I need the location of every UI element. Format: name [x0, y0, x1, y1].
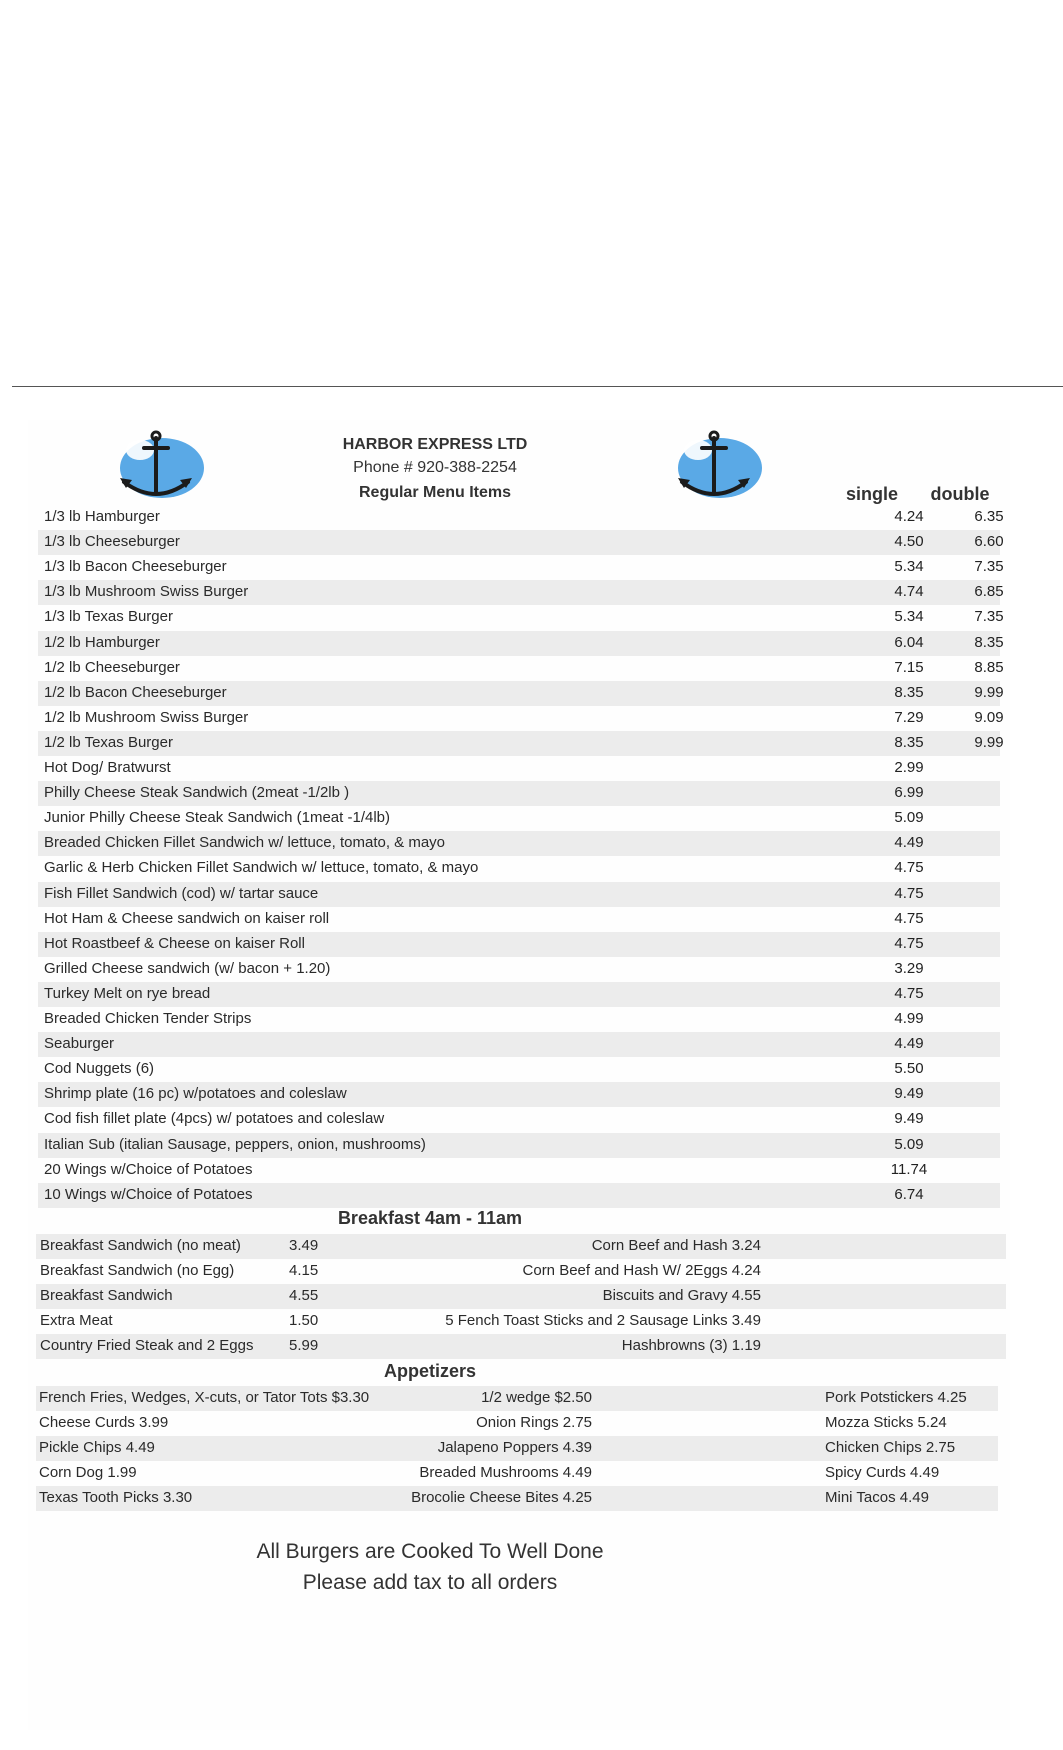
- single-price: 9.49: [894, 1085, 924, 1103]
- item-name: 1/2 lb Cheeseburger: [44, 658, 180, 676]
- item-name: Turkey Melt on rye bread: [44, 984, 211, 1002]
- item-name: Seaburger: [44, 1035, 115, 1053]
- single-column-header: single: [845, 484, 898, 504]
- item-name: 1/3 lb Texas Burger: [44, 608, 173, 626]
- breakfast-row: [36, 1259, 1006, 1284]
- footer-note-tax: Please add tax to all orders: [302, 1571, 558, 1594]
- item-name: 1/2 lb Hamburger: [44, 633, 160, 651]
- item-name: Shrimp plate (16 pc) w/potatoes and coleslaw: [44, 1085, 347, 1103]
- menu-row: [38, 555, 1004, 580]
- item-name: 1/2 lb Mushroom Swiss Burger: [44, 708, 249, 726]
- item-name: 1/3 lb Hamburger: [44, 508, 160, 525]
- appetizer-left: Pickle Chips 4.49: [39, 1439, 155, 1456]
- item-name: 1/2 lb Texas Burger: [44, 733, 173, 751]
- appetizer-middle: Brocolie Cheese Bites 4.25: [411, 1489, 592, 1506]
- menu-row: [38, 1107, 1000, 1132]
- double-price: 7.35: [974, 558, 1004, 576]
- breakfast-item-right: Hashbrowns (3) 1.19: [621, 1337, 761, 1354]
- single-price: 6.74: [894, 1185, 924, 1203]
- menu-row: [38, 1057, 1000, 1082]
- breakfast-item-right: Corn Beef and Hash 3.24: [591, 1237, 761, 1254]
- menu-row: [38, 831, 1000, 856]
- menu-row: [38, 1183, 1000, 1208]
- breakfast-price: 5.99: [289, 1337, 319, 1354]
- footer-note-cooked: All Burgers are Cooked To Well Done: [256, 1540, 604, 1563]
- single-price: 6.99: [894, 784, 924, 802]
- menu-row: [38, 856, 1000, 881]
- single-price: 4.99: [894, 1010, 924, 1027]
- item-name: 1/2 lb Bacon Cheeseburger: [44, 683, 227, 701]
- breakfast-item-right: Corn Beef and Hash W/ 2Eggs 4.24: [522, 1262, 761, 1279]
- company-name: HARBOR EXPRESS LTD: [342, 436, 528, 453]
- single-price: 5.50: [894, 1060, 924, 1078]
- single-price: 9.49: [894, 1110, 924, 1128]
- single-price: 4.50: [894, 533, 924, 551]
- single-price: 5.09: [894, 1135, 924, 1153]
- appetizer-left: Cheese Curds 3.99: [39, 1414, 169, 1431]
- breakfast-row: [36, 1309, 1006, 1334]
- single-price: 11.74: [890, 1160, 928, 1178]
- single-price: 7.29: [894, 708, 924, 726]
- single-price: 4.75: [894, 934, 924, 952]
- appetizer-row: [36, 1436, 998, 1461]
- double-price: 6.85: [974, 583, 1004, 601]
- breakfast-item: Extra Meat: [40, 1312, 113, 1329]
- double-column-header: double: [930, 484, 990, 504]
- appetizer-middle: Breaded Mushrooms 4.49: [419, 1464, 592, 1481]
- single-price: 4.75: [894, 859, 924, 877]
- item-name: 1/3 lb Mushroom Swiss Burger: [44, 583, 249, 601]
- double-price: 6.35: [974, 508, 1004, 525]
- breakfast-price: 4.15: [289, 1262, 319, 1279]
- single-price: 5.34: [894, 558, 924, 576]
- menu-row: [38, 706, 1004, 731]
- breakfast-price: 1.50: [289, 1312, 319, 1329]
- breakfast-item: Breakfast Sandwich: [40, 1287, 173, 1304]
- breakfast-heading: Breakfast 4am - 11am: [337, 1208, 523, 1228]
- appetizer-right: Mini Tacos 4.49: [825, 1489, 929, 1506]
- menu-row: [38, 932, 1000, 957]
- breakfast-row: [36, 1284, 1006, 1309]
- double-price: 8.35: [974, 633, 1004, 651]
- appetizer-left: Texas Tooth Picks 3.30: [39, 1489, 193, 1506]
- menu-row: [38, 957, 1000, 982]
- menu-row: [38, 1158, 1000, 1183]
- double-price: 7.35: [974, 608, 1004, 626]
- breakfast-item: Breakfast Sandwich (no meat): [40, 1237, 241, 1254]
- appetizer-row: [36, 1486, 998, 1511]
- single-price: 4.75: [894, 884, 924, 902]
- menu-row: [38, 1133, 1000, 1158]
- single-price: 4.24: [894, 508, 924, 525]
- double-price: 9.99: [974, 733, 1004, 751]
- appetizer-row: [36, 1386, 998, 1411]
- item-name: Breaded Chicken Fillet Sandwich w/ lettuce, tomato, & mayo: [44, 834, 446, 852]
- menu-row: [38, 580, 1004, 605]
- single-price: 4.74: [894, 583, 924, 601]
- item-name: 1/3 lb Cheeseburger: [44, 533, 180, 551]
- double-price: 8.85: [974, 658, 1004, 676]
- single-price: 7.15: [894, 658, 924, 676]
- breakfast-item: Country Fried Steak and 2 Eggs: [40, 1337, 254, 1354]
- appetizer-right: Spicy Curds 4.49: [825, 1464, 940, 1481]
- breakfast-item-right: Biscuits and Gravy 4.55: [602, 1287, 761, 1304]
- phone-number: Phone # 920-388-2254: [353, 459, 517, 476]
- breakfast-row: [36, 1234, 1006, 1259]
- single-price: 2.99: [894, 759, 924, 776]
- menu-row: [38, 1082, 1000, 1107]
- menu-row: [38, 656, 1004, 681]
- item-name: Fish Fillet Sandwich (cod) w/ tartar sauce: [44, 884, 319, 902]
- single-price: 8.35: [894, 683, 924, 701]
- menu-row: [38, 631, 1004, 656]
- breakfast-item-right: 5 Fench Toast Sticks and 2 Sausage Links 3.49: [445, 1312, 761, 1329]
- double-price: 9.99: [974, 683, 1004, 701]
- menu-row: [38, 982, 1000, 1007]
- menu-row: [38, 530, 1004, 555]
- breakfast-price: 3.49: [289, 1237, 319, 1254]
- menu-row: [38, 505, 1004, 530]
- item-name: 20 Wings w/Choice of Potatoes: [44, 1160, 253, 1178]
- item-name: Breaded Chicken Tender Strips: [44, 1010, 252, 1027]
- item-name: Hot Dog/ Bratwurst: [44, 759, 171, 776]
- appetizer-right: Pork Potstickers 4.25: [825, 1389, 967, 1406]
- single-price: 5.34: [894, 608, 924, 626]
- menu-row: [38, 681, 1004, 706]
- single-price: 4.49: [894, 1035, 924, 1053]
- item-name: 1/3 lb Bacon Cheeseburger: [44, 558, 227, 576]
- appetizers-heading: Appetizers: [383, 1361, 477, 1381]
- item-name: Philly Cheese Steak Sandwich (2meat -1/2lb ): [44, 784, 350, 802]
- menu-row: [38, 1032, 1000, 1057]
- appetizer-left: French Fries, Wedges, X-cuts, or Tator Tots $3.30: [39, 1389, 370, 1406]
- menu-row: [38, 756, 1000, 781]
- menu-row: [38, 907, 1000, 932]
- item-name: Grilled Cheese sandwich (w/ bacon + 1.20): [44, 959, 331, 977]
- single-price: 5.09: [894, 809, 924, 827]
- breakfast-row: [36, 1334, 1006, 1359]
- appetizer-right: Chicken Chips 2.75: [825, 1439, 956, 1456]
- menu-row: [38, 781, 1000, 806]
- appetizer-row: [36, 1411, 998, 1436]
- item-name: Junior Philly Cheese Steak Sandwich (1meat -1/4lb): [44, 809, 391, 827]
- appetizer-row: [36, 1461, 998, 1486]
- menu-row: [38, 731, 1004, 756]
- page-divider: [12, 386, 1063, 387]
- item-name: 10 Wings w/Choice of Potatoes: [44, 1185, 253, 1203]
- menu-row: [38, 605, 1004, 630]
- item-name: Hot Ham & Cheese sandwich on kaiser roll: [44, 909, 330, 927]
- item-name: Italian Sub (italian Sausage, peppers, onion, mushrooms): [44, 1135, 426, 1153]
- item-name: Hot Roastbeef & Cheese on kaiser Roll: [44, 934, 305, 952]
- double-price: 9.09: [974, 708, 1004, 726]
- item-name: Cod Nuggets (6): [44, 1060, 155, 1078]
- item-name: Garlic & Herb Chicken Fillet Sandwich w/ lettuce, tomato, & mayo: [44, 859, 479, 877]
- appetizer-right: Mozza Sticks 5.24: [825, 1414, 947, 1431]
- anchor-logo-icon: [110, 430, 206, 510]
- menu-row: [38, 882, 1000, 907]
- single-price: 8.35: [894, 733, 924, 751]
- appetizer-middle: Onion Rings 2.75: [476, 1414, 592, 1431]
- single-price: 4.75: [894, 984, 924, 1002]
- appetizer-left: Corn Dog 1.99: [39, 1464, 137, 1481]
- menu-row: [38, 806, 1000, 831]
- breakfast-price: 4.55: [289, 1287, 319, 1304]
- item-name: Cod fish fillet plate (4pcs) w/ potatoes and coleslaw: [44, 1110, 385, 1128]
- single-price: 4.75: [894, 909, 924, 927]
- single-price: 4.49: [894, 834, 924, 852]
- breakfast-item: Breakfast Sandwich (no Egg): [40, 1262, 235, 1279]
- appetizer-middle: Jalapeno Poppers 4.39: [437, 1439, 592, 1456]
- single-price: 3.29: [894, 959, 924, 977]
- double-price: 6.60: [974, 533, 1004, 551]
- anchor-logo-icon: [668, 430, 764, 510]
- menu-subtitle: Regular Menu Items: [358, 484, 512, 501]
- menu-row: [38, 1007, 1000, 1032]
- appetizer-middle: 1/2 wedge $2.50: [481, 1389, 592, 1406]
- single-price: 6.04: [894, 633, 924, 651]
